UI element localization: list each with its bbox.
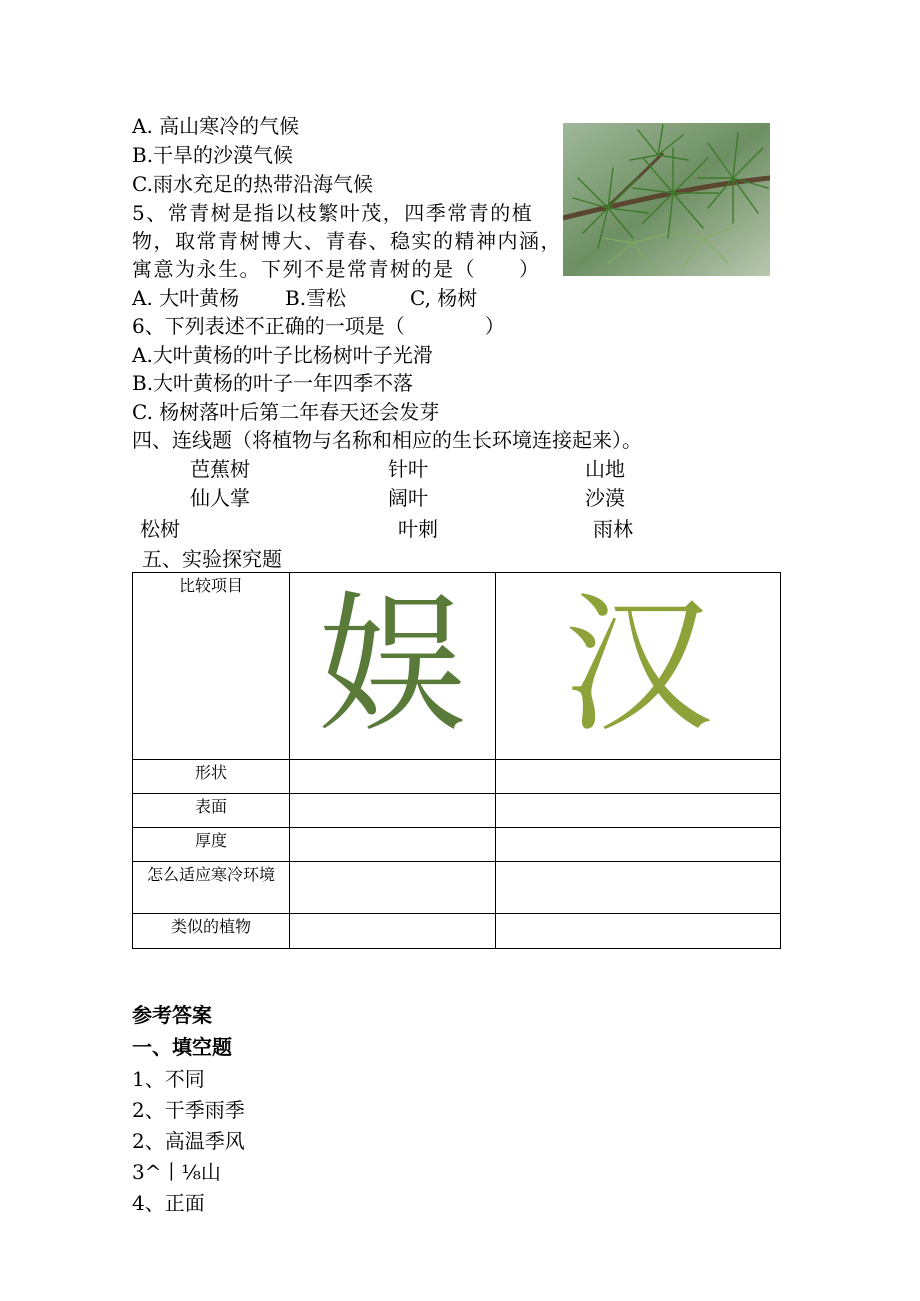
section4-title: 四、连线题（将植物与名称和相应的生长环境连接起来）。: [132, 428, 642, 452]
answer-item-1: 1、不同: [132, 1067, 205, 1091]
q5-line-2: 物，取常青树博大、青春、稳实的精神内涵，: [132, 229, 562, 253]
leaf-2: 阔叶: [388, 486, 428, 510]
answer-item-4: 3^丨⅛山: [132, 1160, 221, 1184]
plant-3: 松树: [140, 517, 180, 541]
table-row: [133, 828, 781, 862]
table-cell[interactable]: [290, 760, 496, 794]
comparison-table: [132, 572, 781, 949]
env-3: 雨林: [593, 517, 633, 541]
section5-title: 五、实验探究题: [142, 547, 282, 571]
table-row: [133, 794, 781, 828]
option-c-prev: C.雨水充足的热带沿海气候: [132, 172, 373, 196]
table-row: [133, 862, 781, 914]
option-a-prev: A. 高山寒冷的气候: [132, 114, 300, 138]
answer-item-3: 2、高温季风: [132, 1129, 245, 1153]
plant-1: 芭蕉树: [190, 457, 250, 481]
q6-option-b: B.大叶黄杨的叶子一年四季不落: [132, 371, 414, 395]
table-cell[interactable]: [290, 862, 496, 914]
table-cell[interactable]: [290, 828, 496, 862]
row-label-similar-plants: 类似的植物: [133, 914, 290, 949]
answer-item-5: 4、正面: [132, 1191, 205, 1215]
env-1: 山地: [585, 457, 625, 481]
answer-item-2: 2、干季雨季: [132, 1098, 245, 1122]
q6-option-c: C. 杨树落叶后第二年春天还会发芽: [132, 400, 440, 424]
header-label: 比较项目: [133, 573, 290, 760]
table-row: [133, 914, 781, 949]
row-label-shape: 形状: [133, 760, 290, 794]
answers-title: 参考答案: [132, 1003, 212, 1027]
glyph-2: 汉: [562, 579, 713, 753]
q5-option-c: C, 杨树: [410, 286, 478, 310]
table-cell[interactable]: [290, 914, 496, 949]
row-label-cold-adaptation: 怎么适应寒冷环境: [133, 862, 290, 914]
table-cell[interactable]: [496, 760, 781, 794]
header-glyph-cell-1: [290, 573, 496, 760]
table-cell[interactable]: [496, 862, 781, 914]
table-row: [133, 760, 781, 794]
table-cell[interactable]: [496, 794, 781, 828]
row-label-surface: 表面: [133, 794, 290, 828]
plant-2: 仙人掌: [190, 486, 250, 510]
q6-option-a: A.大叶黄杨的叶子比杨树叶子光滑: [132, 343, 433, 367]
table-header-row: [133, 573, 781, 760]
pine-needles-photo: [563, 123, 770, 276]
table-cell[interactable]: [496, 828, 781, 862]
q5-line-1: 5、常青树是指以枝繁叶茂，四季常青的植: [132, 201, 534, 225]
row-label-thickness: 厚度: [133, 828, 290, 862]
table-cell[interactable]: [290, 794, 496, 828]
glyph-1: 娱: [317, 579, 468, 753]
header-glyph-cell-2: [496, 573, 781, 760]
q6-stem: 6、下列表述不正确的一项是（ ）: [132, 314, 505, 338]
q5-line-3: 寓意为永生。下列不是常青树的是（ ）: [132, 257, 541, 281]
q5-option-b: B.雪松: [285, 286, 347, 310]
table-cell[interactable]: [496, 914, 781, 949]
leaf-1: 针叶: [388, 457, 428, 481]
leaf-3: 叶刺: [398, 517, 438, 541]
option-b-prev: B.干旱的沙漠气候: [132, 143, 294, 167]
q5-option-a: A. 大叶黄杨: [132, 286, 240, 310]
env-2: 沙漠: [585, 486, 625, 510]
answers-section1: 一、填空题: [132, 1035, 232, 1059]
